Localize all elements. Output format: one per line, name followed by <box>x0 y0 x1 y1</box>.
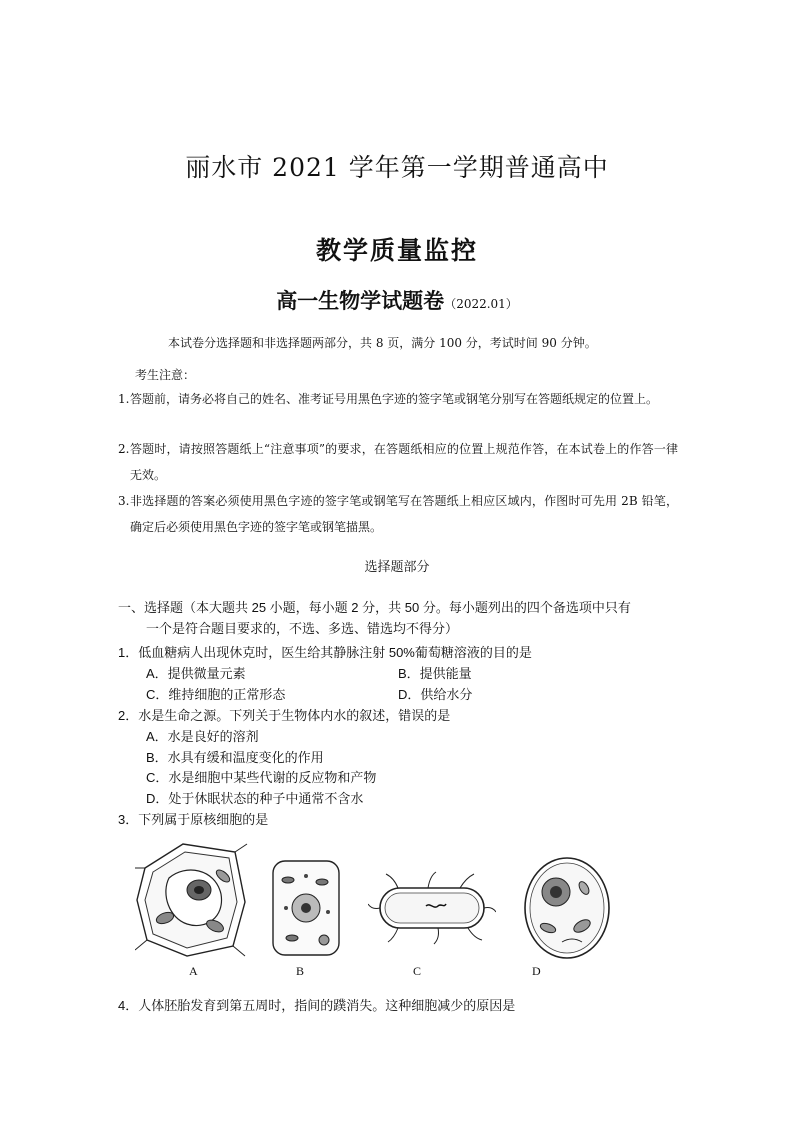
exam-subtitle: 教学质量监控 <box>315 236 478 265</box>
question-stem: 4．人体胚胎发育到第五周时，指间的蹼消失。这种细胞减少的原因是 <box>118 998 516 1013</box>
question-stem: 1．低血糖病人出现休克时，医生给其静脉注射 50%葡萄糖溶液的目的是 <box>118 645 532 660</box>
section-title: 选择题部分 <box>364 560 430 575</box>
option-d: D．供给水分 <box>398 687 473 702</box>
option-d: D．处于休眠状态的种子中通常不含水 <box>146 791 364 806</box>
part-heading-line2: 一个是符合题目要求的，不选、多选、错选均不得分） <box>146 621 459 636</box>
option-b: B．水具有缓和温度变化的作用 <box>146 750 324 765</box>
intro-text: 本试卷分选择题和非选择题两部分，共 8 页，满分 100 分，考试时间 90 分钟。 <box>168 336 597 350</box>
paper-title-text: 高一生物学试题卷 <box>276 288 445 313</box>
notice-text: 答题时，请按照答题纸上“注意事项”的要求，在答题纸相应的位置上规范作答，在本试卷上的作答一律无效。 <box>130 442 678 482</box>
option-a: A．水是良好的溶剂 <box>146 729 259 744</box>
notice-text: 非选择题的答案必须使用黑色字迹的签字笔或钢笔写在答题纸上相应区域内，作图时可先用 2B 铅笔，确定后必须使用黑色字迹的签字笔或钢笔描黑。 <box>130 494 678 534</box>
notice-title: 考生注意： <box>135 368 196 382</box>
figure-label-d: D <box>532 964 541 978</box>
figure-label-a: A <box>189 964 198 978</box>
exam-date: （2022.01） <box>444 297 518 311</box>
figure-label-c: C <box>413 964 422 978</box>
plant-cell-figure <box>135 838 250 960</box>
notice-item <box>118 488 678 540</box>
figure-label-b: B <box>296 964 305 978</box>
notice-item <box>118 386 678 412</box>
notice-number: 1. <box>118 392 130 406</box>
part-heading-line1: 一、选择题（本大题共 25 小题，每小题 2 分，共 50 分。每小题列出的四个备选项中只有 <box>118 600 631 615</box>
notice-number: 2. <box>118 442 130 456</box>
notice-number: 3. <box>118 494 130 508</box>
cell-figures <box>130 838 630 983</box>
exam-title: 丽水市 2021 学年第一学期普通高中 <box>185 153 609 182</box>
option-c: C．水是细胞中某些代谢的反应物和产物 <box>146 770 377 785</box>
option-c: C．维持细胞的正常形态 <box>146 687 286 702</box>
paper-title <box>0 285 794 315</box>
question-stem: 3．下列属于原核细胞的是 <box>118 812 269 827</box>
option-b: B．提供能量 <box>398 666 472 681</box>
notice-item <box>118 436 678 488</box>
animal-cell-figure <box>270 858 342 958</box>
eukaryotic-cell-figure <box>522 856 612 960</box>
bacterium-figure <box>368 868 496 948</box>
notice-text: 答题前，请务必将自己的姓名、准考证号用黑色字迹的签字笔或钢笔分别写在答题纸规定的位置上。 <box>130 392 659 406</box>
question-stem: 2．水是生命之源。下列关于生物体内水的叙述，错误的是 <box>118 708 451 723</box>
option-a: A．提供微量元素 <box>146 666 246 681</box>
